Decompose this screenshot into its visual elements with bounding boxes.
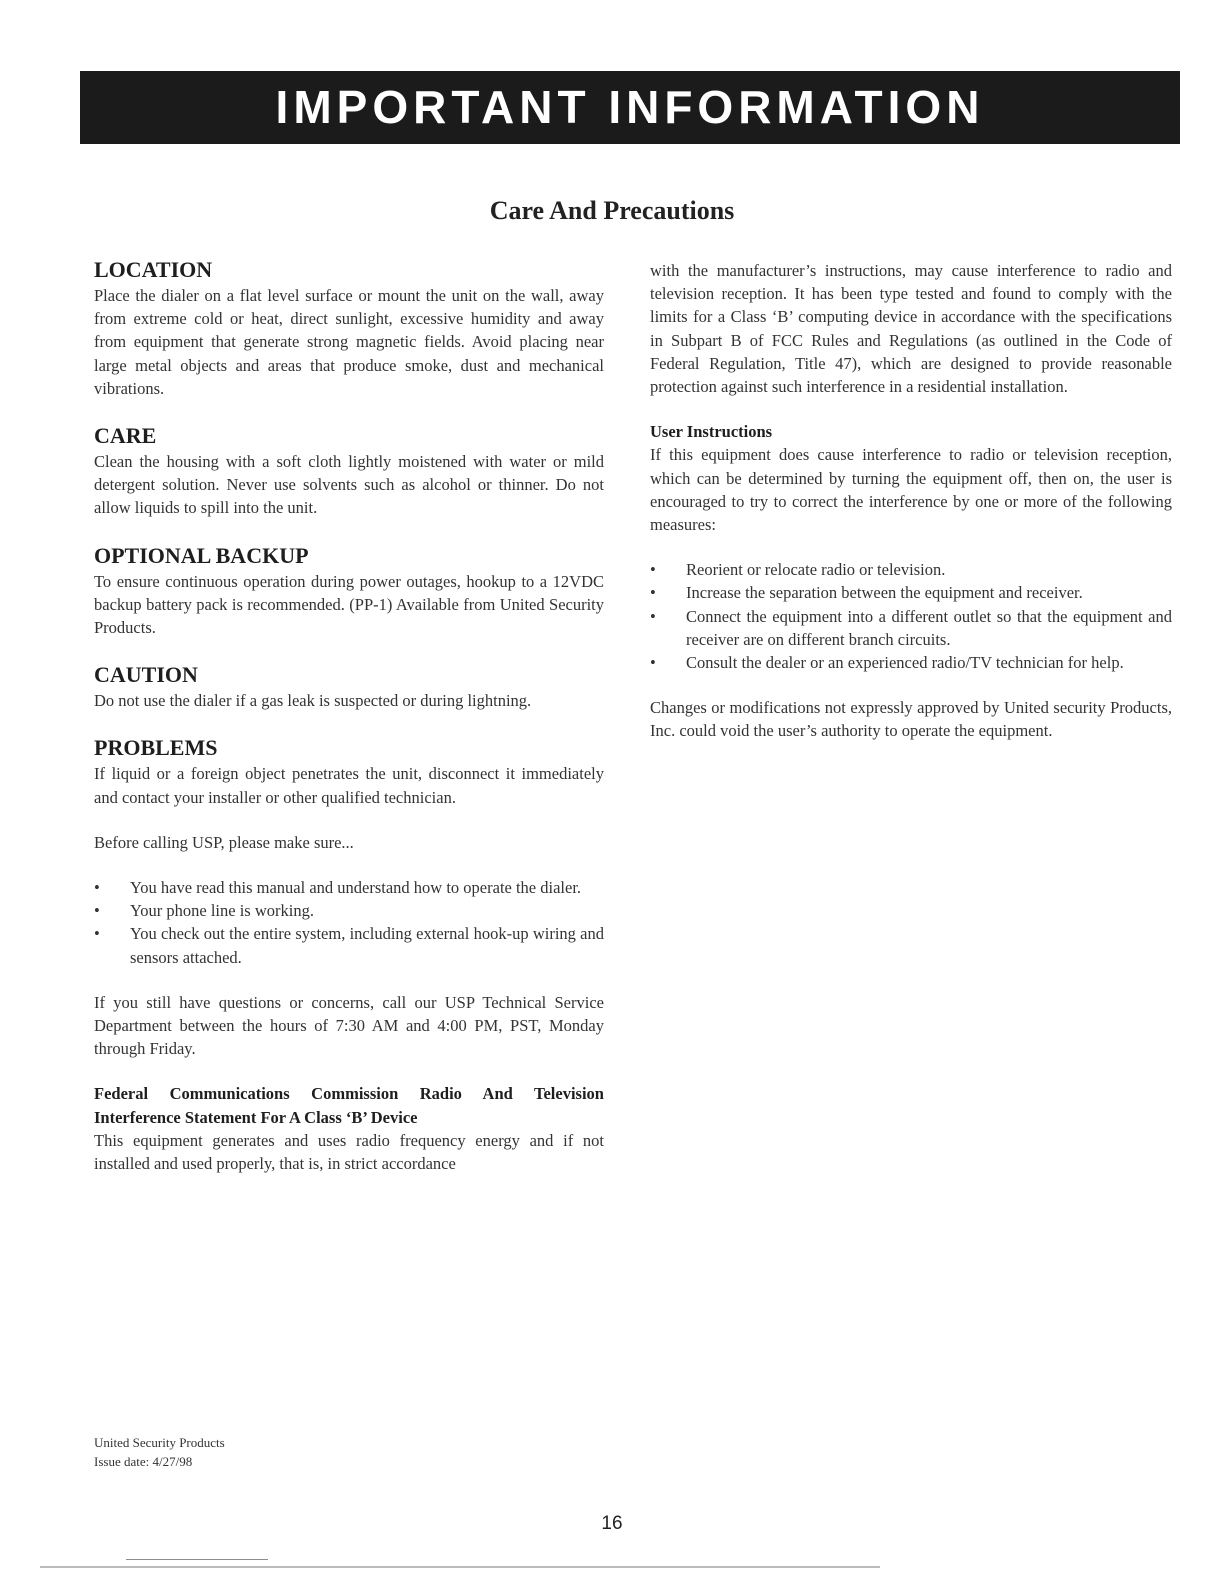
list-item: • You have read this manual and understand how to operate the dialer. [94, 876, 604, 899]
location-heading: LOCATION [94, 257, 213, 282]
measures-list [650, 558, 1172, 674]
before-calling-text: Before calling USP, please make sure... [94, 832, 354, 852]
user-instructions-heading: User Instructions [650, 422, 773, 442]
list-item: • Increase the separation between the equipment and receiver. [650, 581, 1172, 604]
problems-heading: PROBLEMS [94, 735, 218, 761]
contact-text: If you still have questions or concerns, call our USP Technical Service Department between the hours of 7:30 AM and 4:00 PM, PST, Monday through Friday. [94, 992, 604, 1059]
footer [94, 1433, 225, 1471]
caution-section [94, 661, 604, 712]
changes-text: Changes or modifications not expressly approved by United security Products, Inc. could void the user’s authority to operate the equipment. [650, 698, 1172, 741]
care-heading: CARE [94, 423, 157, 449]
footer-company: United Security Products [94, 1435, 225, 1450]
backup-heading: OPTIONAL BACKUP [94, 542, 309, 568]
problems-section [94, 734, 604, 1060]
footer-issue-date: Issue date: 4/27/98 [94, 1454, 193, 1469]
backup-section [94, 542, 604, 640]
caution-body: Do not use the dialer if a gas leak is suspected or during lightning. [94, 691, 532, 711]
bottom-rule [40, 1566, 880, 1568]
list-item: • Connect the equipment into a different outlet so that the equipment and receiver are on different branch circuits. [650, 605, 1172, 651]
list-item: • Reorient or relocate radio or television. [650, 558, 1172, 581]
location-section [94, 256, 604, 400]
list-item: • Your phone line is working. [94, 899, 604, 922]
backup-body: To ensure continuous operation during power outages, hookup to a 12VDC backup battery pack is recommended. (PP-1) Available from United Security Products. [94, 571, 604, 638]
fcc-body: This equipment generates and uses radio frequency energy and if not installed and used properly, that is, in strict accordance [94, 1130, 604, 1174]
right-column [650, 259, 1172, 743]
bottom-accent-line [126, 1559, 268, 1560]
page-number: 16 [601, 1513, 623, 1534]
fcc-heading: Federal Communications Commission Radio And Television Interference Statement For A Class ‘B’ Device [94, 1084, 604, 1127]
fcc-section [94, 1082, 604, 1175]
page-banner: IMPORTANT INFORMATION [80, 71, 1180, 144]
care-section [94, 422, 604, 520]
problems-body: If liquid or a foreign object penetrates the unit, disconnect it immediately and contact your installer or other qualified technician. [94, 764, 604, 807]
page-subtitle: Care And Precautions [489, 196, 735, 225]
left-column [94, 256, 604, 1175]
location-body: Place the dialer on a flat level surface or mount the unit on the wall, away from extreme cold or heat, direct sunlight, excessive humidity and away from equipment that generate strong magnetic fields. Avoid placing near large metal objects and areas that produce smoke, dust and mechanical vibrations. [94, 286, 604, 398]
checklist [94, 876, 604, 969]
caution-heading: CAUTION [94, 662, 198, 688]
user-instructions-body: If this equipment does cause interference to radio or television reception, which can be determined by turning the equipment off, then on, the user is encouraged to try to correct the interference by one or more of the following measures: [650, 445, 1172, 535]
list-item: • Consult the dealer or an experienced radio/TV technician for help. [650, 651, 1172, 674]
list-item: • You check out the entire system, including external hook-up wiring and sensors attached. [94, 922, 604, 968]
fcc-continued-body: with the manufacturer’s instructions, may cause interference to radio and television reception. It has been type tested and found to comply with the limits for a Class ‘B’ computing device in accordance with the specifications in Subpart B of FCC Rules and Regulations (as outlined in the Code of Federal Regulation, Title 47), which are designed to provide reasonable protection against such interference in a residential installation. [650, 261, 1172, 397]
care-body: Clean the housing with a soft cloth lightly moistened with water or mild detergent solution. Never use solvents such as alcohol or thinner. Do not allow liquids to spill into the unit. [94, 452, 604, 518]
